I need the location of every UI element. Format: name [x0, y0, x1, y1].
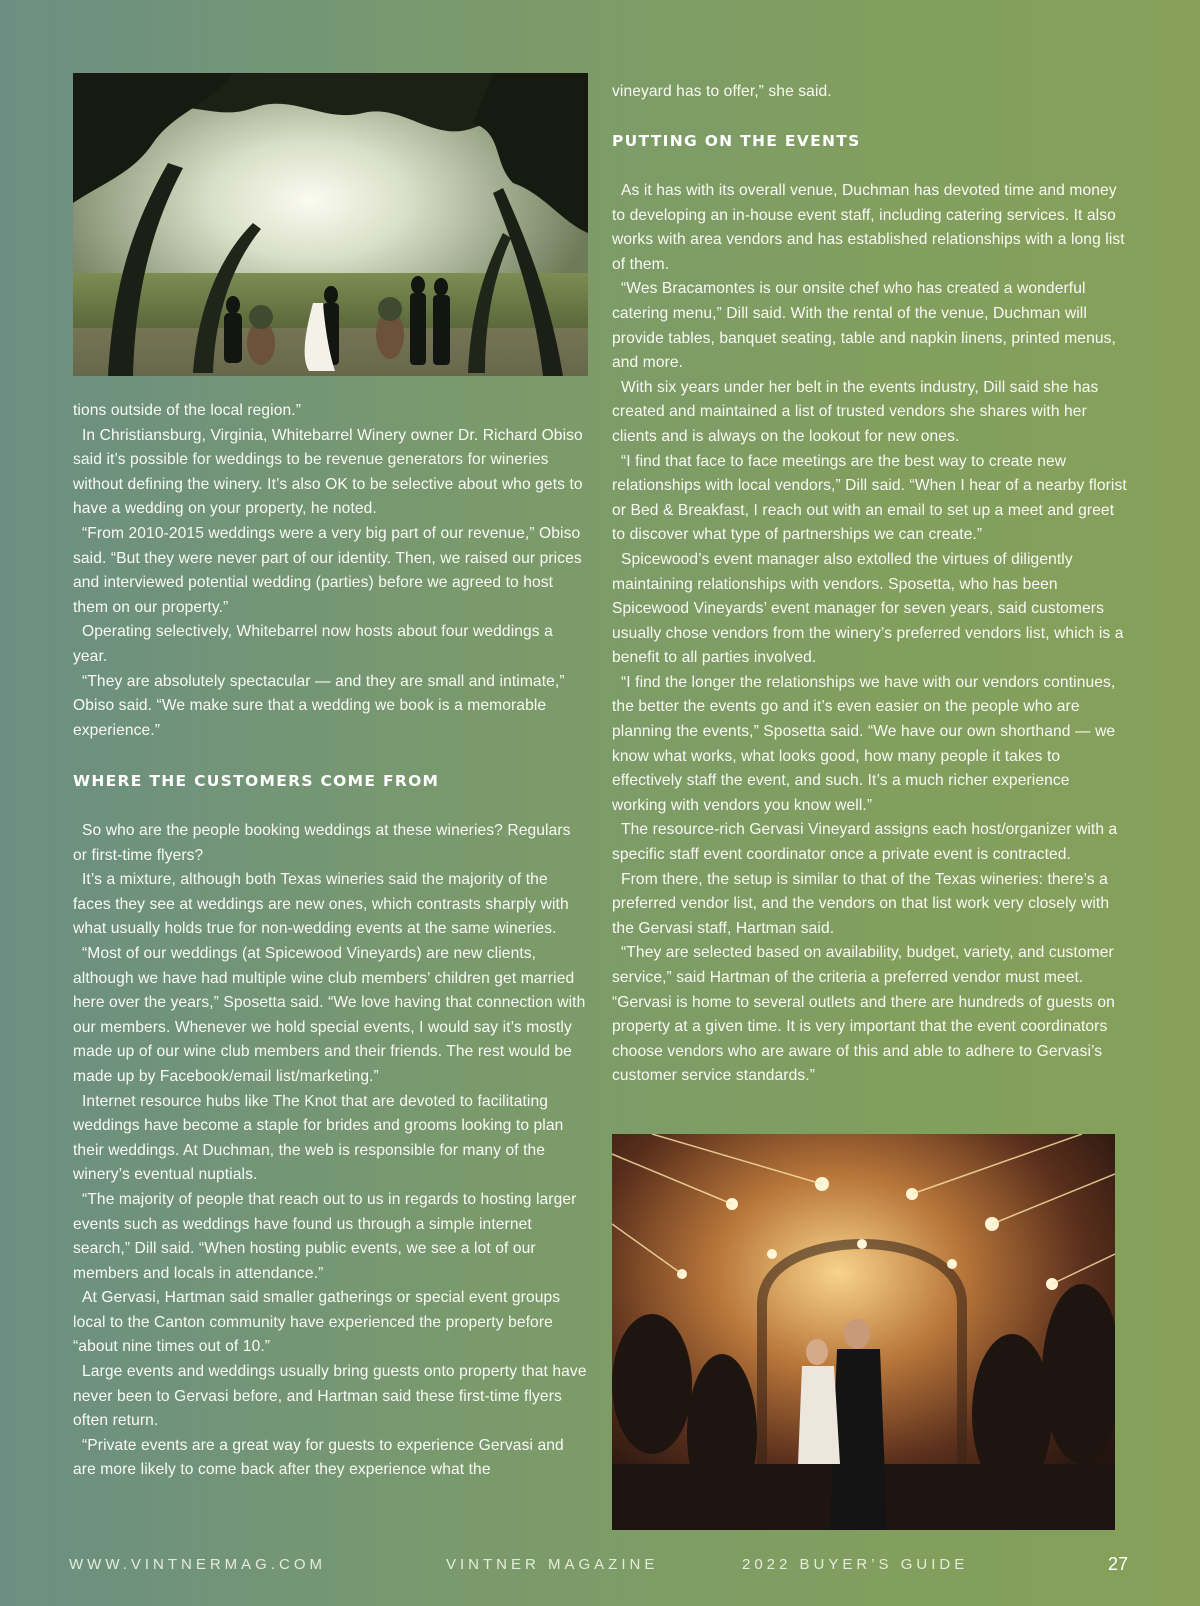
section-heading-events: PUTTING ON THE EVENTS: [612, 132, 861, 150]
paragraph: At Gervasi, Hartman said smaller gatherings or special event groups local to the Canton community have experienced the property before “about nine times out of 10.”: [73, 1289, 561, 1356]
paragraph: In Christiansburg, Virginia, Whitebarrel Winery owner Dr. Richard Obiso said it’s possible for weddings to be revenue generators for wineries without defining the winery. It’s also OK to be selective about who gets to have a wedding on your property, he noted.: [73, 426, 583, 518]
footer-magazine: VINTNER MAGAZINE: [446, 1556, 659, 1573]
paragraph: “From 2010-2015 weddings were a very big part of our revenue,” Obiso said. “But they were never part of our identity. Then, we raised our prices and interviewed potential wedding (parties) before we agreed to host them on our property.”: [73, 524, 582, 616]
paragraph: “Private events are a great way for guests to experience Gervasi and are more likely to come back after they experience what the: [73, 1436, 564, 1479]
paragraph: vineyard has to offer,” she said.: [612, 83, 832, 100]
paragraph: “Most of our weddings (at Spicewood Vineyards) are new clients, although we have had multiple wine club members’ children get married here over the years,” Sposetta said. “We love having that connection with our members. Whenever we hold special events, I would say it’s mostly made up of our wine club members and their friends. The rest would be made up by Facebook/email list/marketing.”: [73, 944, 586, 1085]
paragraph: “They are absolutely spectacular — and they are small and intimate,” Obiso said. “We make sure that a wedding we book is a memorable experience.”: [73, 672, 565, 739]
paragraph: It’s a mixture, although both Texas wineries said the majority of the faces they see at weddings are new ones, which contrasts sharply with what usually holds true for non-wedding events at the same wineries.: [73, 871, 569, 938]
paragraph: The resource-rich Gervasi Vineyard assigns each host/organizer with a specific staff event coordinator once a private event is contracted.: [612, 821, 1118, 864]
sparkler-send-off-image: [612, 1134, 1115, 1530]
paragraph: tions outside of the local region.”: [73, 402, 302, 419]
paragraph: Operating selectively, Whitebarrel now hosts about four weddings a year.: [73, 623, 553, 665]
left-top-text: [73, 399, 588, 743]
paragraph: From there, the setup is similar to that of the Texas wineries: there’s a preferred vendor list, and the vendors on that list work very closely with the Gervasi staff, Hartman said.: [612, 870, 1110, 937]
wedding-ceremony-photo: [73, 73, 588, 376]
right-bottom-text: [612, 179, 1128, 1089]
paragraph: “I find that face to face meetings are the best way to create new relationships with local vendors,” Dill said. “When I hear of a nearby florist or Bed & Breakfast, I reach out with an email to set up a meet and greet to discover what type of partnerships we can create.”: [612, 452, 1127, 544]
sparkler-send-off-photo: [612, 1134, 1115, 1530]
wedding-ceremony-image: [73, 73, 588, 376]
paragraph: So who are the people booking weddings at these wineries? Regulars or first-time flyers?: [73, 822, 571, 864]
paragraph: Large events and weddings usually bring guests onto property that have never been to Gervasi before, and Hartman said these first-time flyers often return.: [73, 1363, 587, 1430]
paragraph: “The majority of people that reach out to us in regards to hosting larger events such as weddings have found us through a simple internet search,” Dill said. “When hosting public events, we see a lot of our members and locals in attendance.”: [73, 1190, 577, 1282]
paragraph: With six years under her belt in the events industry, Dill said she has created and maintained a list of trusted vendors she shares with her clients and is always on the lookout for new ones.: [612, 378, 1099, 445]
paragraph: Spicewood’s event manager also extolled the virtues of diligently maintaining relationships with vendors. Sposetta, who has been Spicewood Vineyards’ event manager for seven years, said customers usually chose vendors from the winery’s preferred vendors list, which is a benefit to all parties involved.: [612, 550, 1124, 667]
right-top-text: [612, 80, 1128, 105]
paragraph: “They are selected based on availability, budget, variety, and customer service,” said Hartman of the criteria a preferred vendor must meet. “Gervasi is home to several outlets and there are hundreds of guests on property at a given time. It is very important that the event coordinators choose vendors who are aware of this and able to adhere to Gervasi’s customer service standards.”: [612, 944, 1115, 1085]
paragraph: “Wes Bracamontes is our onsite chef who has created a wonderful catering menu,” Dill said. With the rental of the venue, Duchman will provide tables, banquet seating, table and napkin linens, printed menus, and more.: [612, 280, 1116, 372]
footer-issue: 2022 BUYER’S GUIDE: [742, 1556, 969, 1573]
paragraph: Internet resource hubs like The Knot that are devoted to facilitating weddings have become a staple for brides and grooms looking to plan their weddings. At Duchman, the web is responsible for many of the winery’s eventual nuptials.: [73, 1092, 564, 1184]
footer-website: WWW.VINTNERMAG.COM: [69, 1556, 326, 1573]
paragraph: As it has with its overall venue, Duchman has devoted time and money to developing an in-house event staff, including catering services. It also works with area vendors and has established relationships with a long list of them.: [612, 182, 1125, 273]
left-bottom-text: [73, 819, 588, 1483]
page-number: 27: [1108, 1554, 1129, 1574]
section-heading-customers: WHERE THE CUSTOMERS COME FROM: [73, 772, 440, 790]
paragraph: “I find the longer the relationships we have with our vendors continues, the better the events go and it’s even easier on the people who are planning the events,” Sposetta said. “We have our own shorthand — we know what works, what looks good, how many people it takes to effectively staff the event, and such. It’s a much richer experience working with vendors you know well.”: [612, 673, 1116, 814]
